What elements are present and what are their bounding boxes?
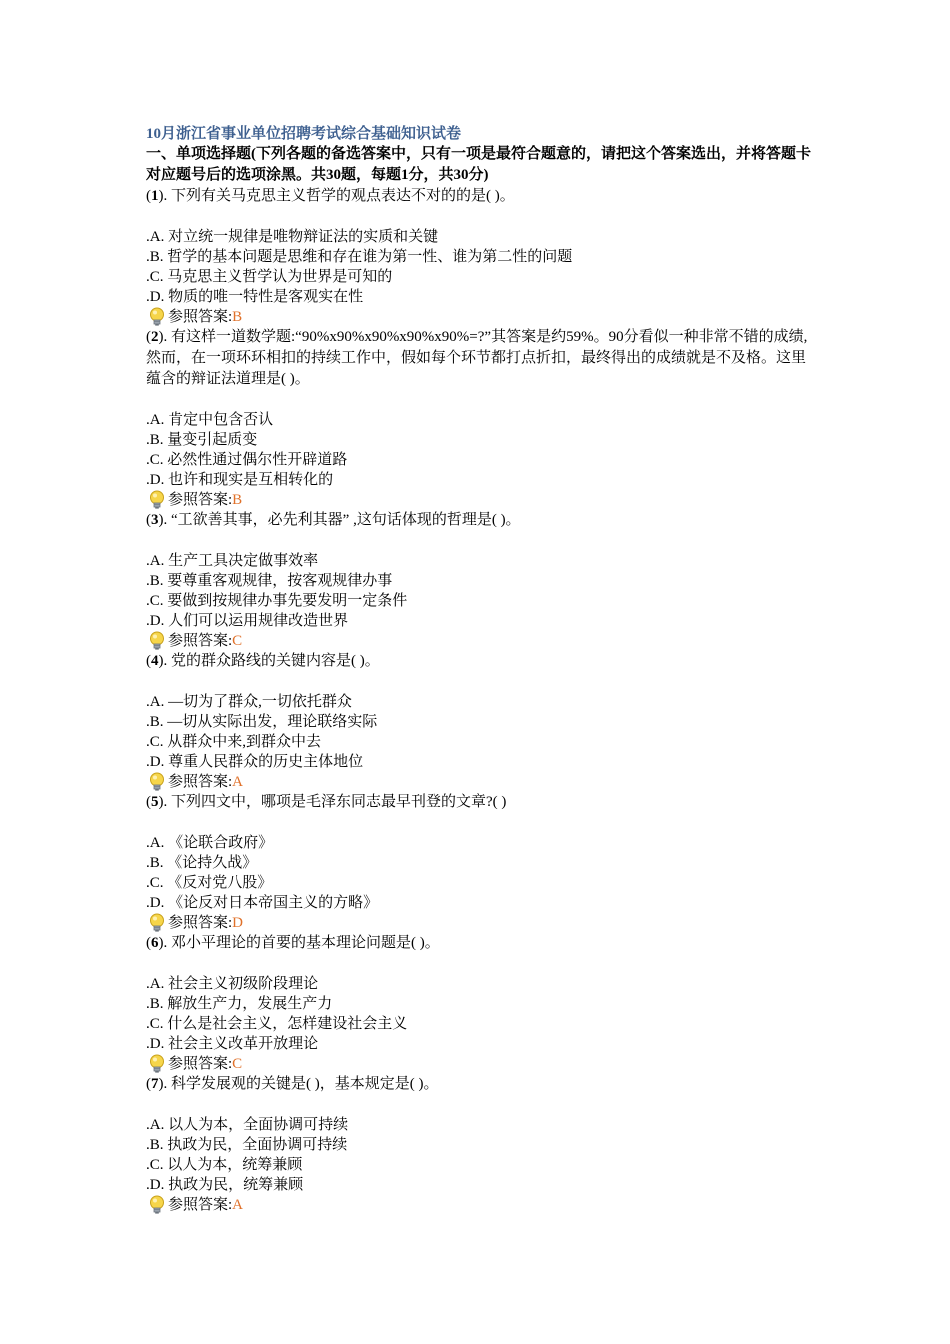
document-page: [146, 124, 816, 1215]
answer-label: 参照答案:: [168, 915, 233, 931]
spacer: [146, 390, 816, 410]
answer-option: .D. 《论反对日本帝国主义的方略》: [146, 895, 379, 911]
answer-option: .C. 从群众中来,到群众中去: [146, 734, 322, 750]
answer-option: .A. 肯定中包含否认: [146, 412, 274, 428]
question-stem: . “工欲善其事，必先利其器” ,这句话体现的哲理是( )。: [163, 512, 521, 528]
question-block: [146, 933, 816, 1074]
question-stem: . 党的群众路线的关键内容是( )。: [163, 653, 380, 669]
answer-value: B: [232, 492, 243, 508]
answer-option: .C. 《反对党八股》: [146, 875, 273, 891]
question-number-close: ): [158, 512, 164, 528]
question-stem: . 下列四文中，哪项是毛泽东同志最早刊登的文章?( ): [163, 794, 507, 810]
answer-label: 参照答案:: [168, 1197, 233, 1213]
lightbulb-icon: [148, 1195, 168, 1215]
lightbulb-icon: [148, 772, 168, 792]
question-number-open: (: [146, 794, 151, 810]
question-block: [146, 327, 816, 510]
question-text: [146, 933, 812, 954]
answer-option: .B. 哲学的基本问题是思维和存在谁为第一性、谁为第二性的问题: [146, 249, 573, 265]
answer-label: 参照答案:: [168, 774, 233, 790]
answer-value: A: [232, 774, 244, 790]
answer-option: .C. 什么是社会主义，怎样建设社会主义: [146, 1016, 408, 1032]
question-text: [146, 186, 812, 207]
question-block: [146, 792, 816, 933]
spacer: [146, 207, 816, 227]
section-heading: 一、单项选择题(下列各题的备选答案中，只有一项是最符合题意的，请把这个答案选出，并将答题卡对应题号后的选项涂黑。共30题，每题1分，共30分): [146, 146, 811, 183]
lightbulb-icon: [148, 1054, 168, 1074]
answer-option: .D. 尊重人民群众的历史主体地位: [146, 754, 364, 770]
question-block: [146, 651, 816, 792]
answer-value: B: [232, 309, 243, 325]
question-number-open: (: [146, 1076, 151, 1092]
question-block: [146, 186, 816, 327]
question-text: [146, 327, 812, 390]
question-number: 4: [151, 653, 159, 669]
reference-answer: [146, 631, 816, 651]
reference-answer: [146, 307, 816, 327]
answer-option: .D. 人们可以运用规律改造世界: [146, 613, 349, 629]
reference-answer: [146, 1195, 816, 1215]
question-text: [146, 651, 812, 672]
answer-option: .C. 以人为本，统筹兼顾: [146, 1157, 303, 1173]
answer-option: .B. 执政为民，全面协调可持续: [146, 1137, 348, 1153]
question-text: [146, 510, 812, 531]
spacer: [146, 531, 816, 551]
question-stem: . 邓小平理论的首要的基本理论问题是( )。: [163, 935, 440, 951]
question-block: [146, 1074, 816, 1215]
answer-option: .A. —切为了群众,一切依托群众: [146, 694, 352, 710]
answer-value: C: [232, 1056, 243, 1072]
question-stem: . 有这样一道数学题:“90%x90%x90%x90%x90%=?”其答案是约59%。90分看似一种非常不错的成绩,然而，在一项环环相扣的持续工作中，假如每个环节都打点折扣，最终得出的成绩就是不及格。这里蕴含的辩证法道理是( )。: [146, 329, 808, 387]
answer-option: .B. —切从实际出发，理论联络实际: [146, 714, 378, 730]
lightbulb-icon: [148, 631, 168, 651]
spacer: [146, 672, 816, 692]
question-number: 6: [151, 935, 159, 951]
question-number-close: ): [158, 188, 164, 204]
question-text: [146, 1074, 812, 1095]
answer-option: .B. 解放生产力，发展生产力: [146, 996, 333, 1012]
answer-value: C: [232, 633, 243, 649]
answer-option: .C. 马克思主义哲学认为世界是可知的: [146, 269, 393, 285]
answer-option: .A. 《论联合政府》: [146, 835, 274, 851]
question-number-close: ): [158, 329, 164, 345]
question-stem: . 科学发展观的关键是( )，基本规定是( )。: [163, 1076, 439, 1092]
answer-option: .A. 对立统一规律是唯物辩证法的实质和关键: [146, 229, 439, 245]
question-number-close: ): [158, 653, 164, 669]
answer-option: .A. 生产工具决定做事效率: [146, 553, 319, 569]
answer-option: .B. 要尊重客观规律，按客观规律办事: [146, 573, 393, 589]
answer-option: .C. 要做到按规律办事先要发明一定条件: [146, 593, 408, 609]
question-number-open: (: [146, 653, 151, 669]
question-number-open: (: [146, 512, 151, 528]
question-number-open: (: [146, 935, 151, 951]
answer-option: .B. 《论持久战》: [146, 855, 258, 871]
answer-option: .B. 量变引起质变: [146, 432, 258, 448]
question-number: 3: [151, 512, 159, 528]
question-number-close: ): [158, 1076, 164, 1092]
lightbulb-icon: [148, 913, 168, 933]
question-number-open: (: [146, 329, 151, 345]
answer-value: A: [232, 1197, 244, 1213]
question-stem: . 下列有关马克思主义哲学的观点表达不对的的是( )。: [163, 188, 515, 204]
document-title: 10月浙江省事业单位招聘考试综合基础知识试卷: [146, 126, 462, 142]
answer-option: .D. 也许和现实是互相转化的: [146, 472, 334, 488]
question-block: [146, 510, 816, 651]
reference-answer: [146, 772, 816, 792]
question-text: [146, 792, 812, 813]
answer-option: .C. 必然性通过偶尔性开辟道路: [146, 452, 348, 468]
answer-label: 参照答案:: [168, 1056, 233, 1072]
spacer: [146, 954, 816, 974]
question-number-open: (: [146, 188, 151, 204]
lightbulb-icon: [148, 490, 168, 510]
spacer: [146, 1095, 816, 1115]
reference-answer: [146, 913, 816, 933]
question-number: 7: [151, 1076, 159, 1092]
question-number: 5: [151, 794, 159, 810]
answer-option: .D. 物质的唯一特性是客观实在性: [146, 289, 364, 305]
question-number-close: ): [158, 794, 164, 810]
question-list: [146, 186, 816, 1215]
answer-label: 参照答案:: [168, 492, 233, 508]
answer-option: .D. 执政为民，统筹兼顾: [146, 1177, 304, 1193]
question-number-close: ): [158, 935, 164, 951]
question-number: 1: [151, 188, 159, 204]
reference-answer: [146, 1054, 816, 1074]
question-number: 2: [151, 329, 159, 345]
reference-answer: [146, 490, 816, 510]
answer-label: 参照答案:: [168, 633, 233, 649]
lightbulb-icon: [148, 307, 168, 327]
answer-option: .D. 社会主义改革开放理论: [146, 1036, 319, 1052]
answer-option: .A. 以人为本，全面协调可持续: [146, 1117, 349, 1133]
answer-value: D: [232, 915, 244, 931]
answer-label: 参照答案:: [168, 309, 233, 325]
answer-option: .A. 社会主义初级阶段理论: [146, 976, 319, 992]
spacer: [146, 813, 816, 833]
